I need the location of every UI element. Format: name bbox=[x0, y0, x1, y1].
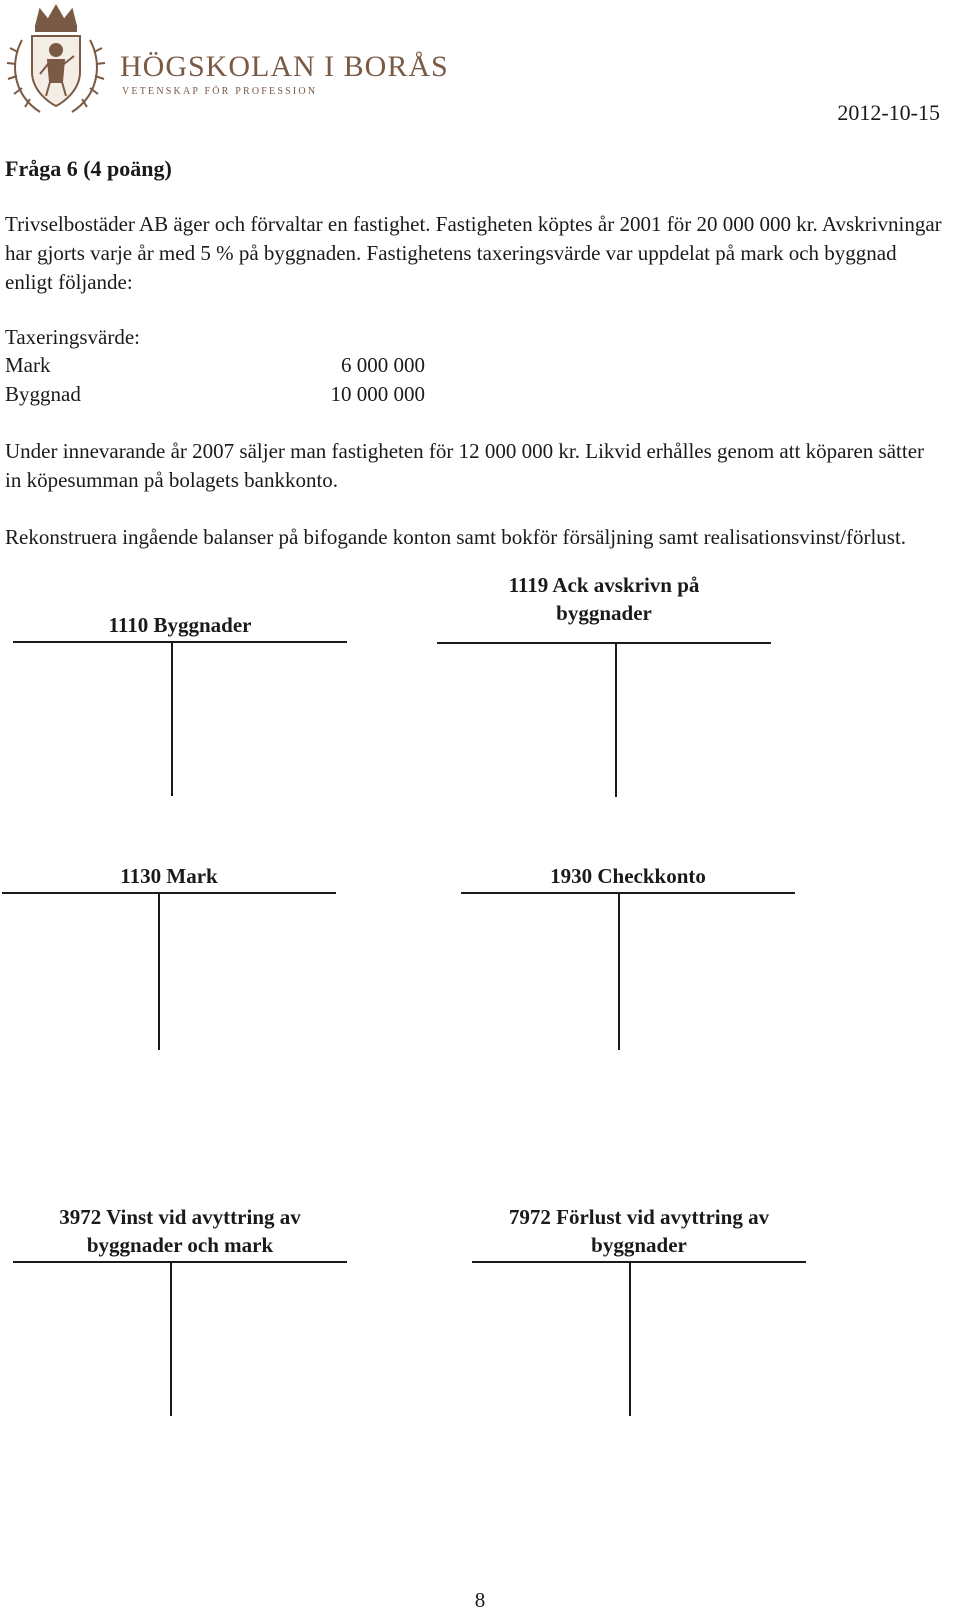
t-account-hline bbox=[437, 642, 771, 644]
t-account-1119 bbox=[437, 569, 771, 800]
brand-name: HÖGSKOLAN I BORÅS bbox=[120, 50, 449, 83]
t-account-title: 1119 Ack avskrivn på byggnader bbox=[508, 573, 700, 625]
t-account-vline bbox=[170, 1261, 172, 1416]
t-account-vline bbox=[615, 642, 617, 797]
task-paragraph: Rekonstruera ingående balanser på bifogande konton samt bokför försäljning samt realisationsvinst/förlust. bbox=[5, 525, 907, 549]
t-account-hline bbox=[13, 641, 347, 643]
t-account-3972 bbox=[13, 1203, 347, 1418]
tax-row-label: Byggnad bbox=[5, 382, 81, 406]
question-heading: Fråga 6 (4 poäng) bbox=[5, 156, 172, 181]
brand-tagline: VETENSKAP FÖR PROFESSION bbox=[122, 86, 318, 97]
t-account-hline bbox=[472, 1261, 806, 1263]
t-account-title: 7972 Förlust vid avyttring av byggnader bbox=[508, 1205, 770, 1257]
t-account-vline bbox=[618, 892, 620, 1050]
t-account-1930 bbox=[461, 862, 795, 1052]
sale-paragraph: Under innevarande år 2007 säljer man fastigheten för 12 000 000 kr. Likvid erhålles genom att köparen sätter in köpesumman på bolagets bankkonto. bbox=[5, 439, 925, 492]
t-account-hline bbox=[13, 1261, 347, 1263]
tax-row-value: 10 000 000 bbox=[330, 382, 425, 406]
t-account-1130 bbox=[2, 862, 336, 1052]
t-account-7972 bbox=[472, 1203, 806, 1418]
tax-value-title: Taxeringsvärde: bbox=[5, 325, 140, 349]
document-date: 2012-10-15 bbox=[837, 100, 940, 125]
t-account-title: 1130 Mark bbox=[120, 864, 218, 888]
t-account-vline bbox=[171, 641, 173, 796]
t-account-title: 1930 Checkkonto bbox=[550, 864, 706, 888]
t-account-1110 bbox=[13, 595, 347, 800]
tax-row-value: 6 000 000 bbox=[341, 353, 425, 377]
intro-paragraph: Trivselbostäder AB äger och förvaltar en fastighet. Fastigheten köptes år 2001 för 20 000 000 kr. Avskrivningar har gjorts varje år med 5 % på byggnaden. Fastighetens taxeringsvärde var uppdelat på mark och byggnad enligt följande: bbox=[5, 212, 942, 294]
university-seal-icon bbox=[2, 2, 110, 120]
t-account-vline bbox=[629, 1261, 631, 1416]
t-account-hline bbox=[2, 892, 336, 894]
t-account-title: 1110 Byggnader bbox=[108, 613, 252, 637]
page-number: 8 bbox=[474, 1588, 486, 1612]
t-account-title: 3972 Vinst vid avyttring av byggnader och mark bbox=[59, 1205, 301, 1257]
tax-row-label: Mark bbox=[5, 353, 51, 377]
t-account-hline bbox=[461, 892, 795, 894]
t-account-vline bbox=[158, 892, 160, 1050]
